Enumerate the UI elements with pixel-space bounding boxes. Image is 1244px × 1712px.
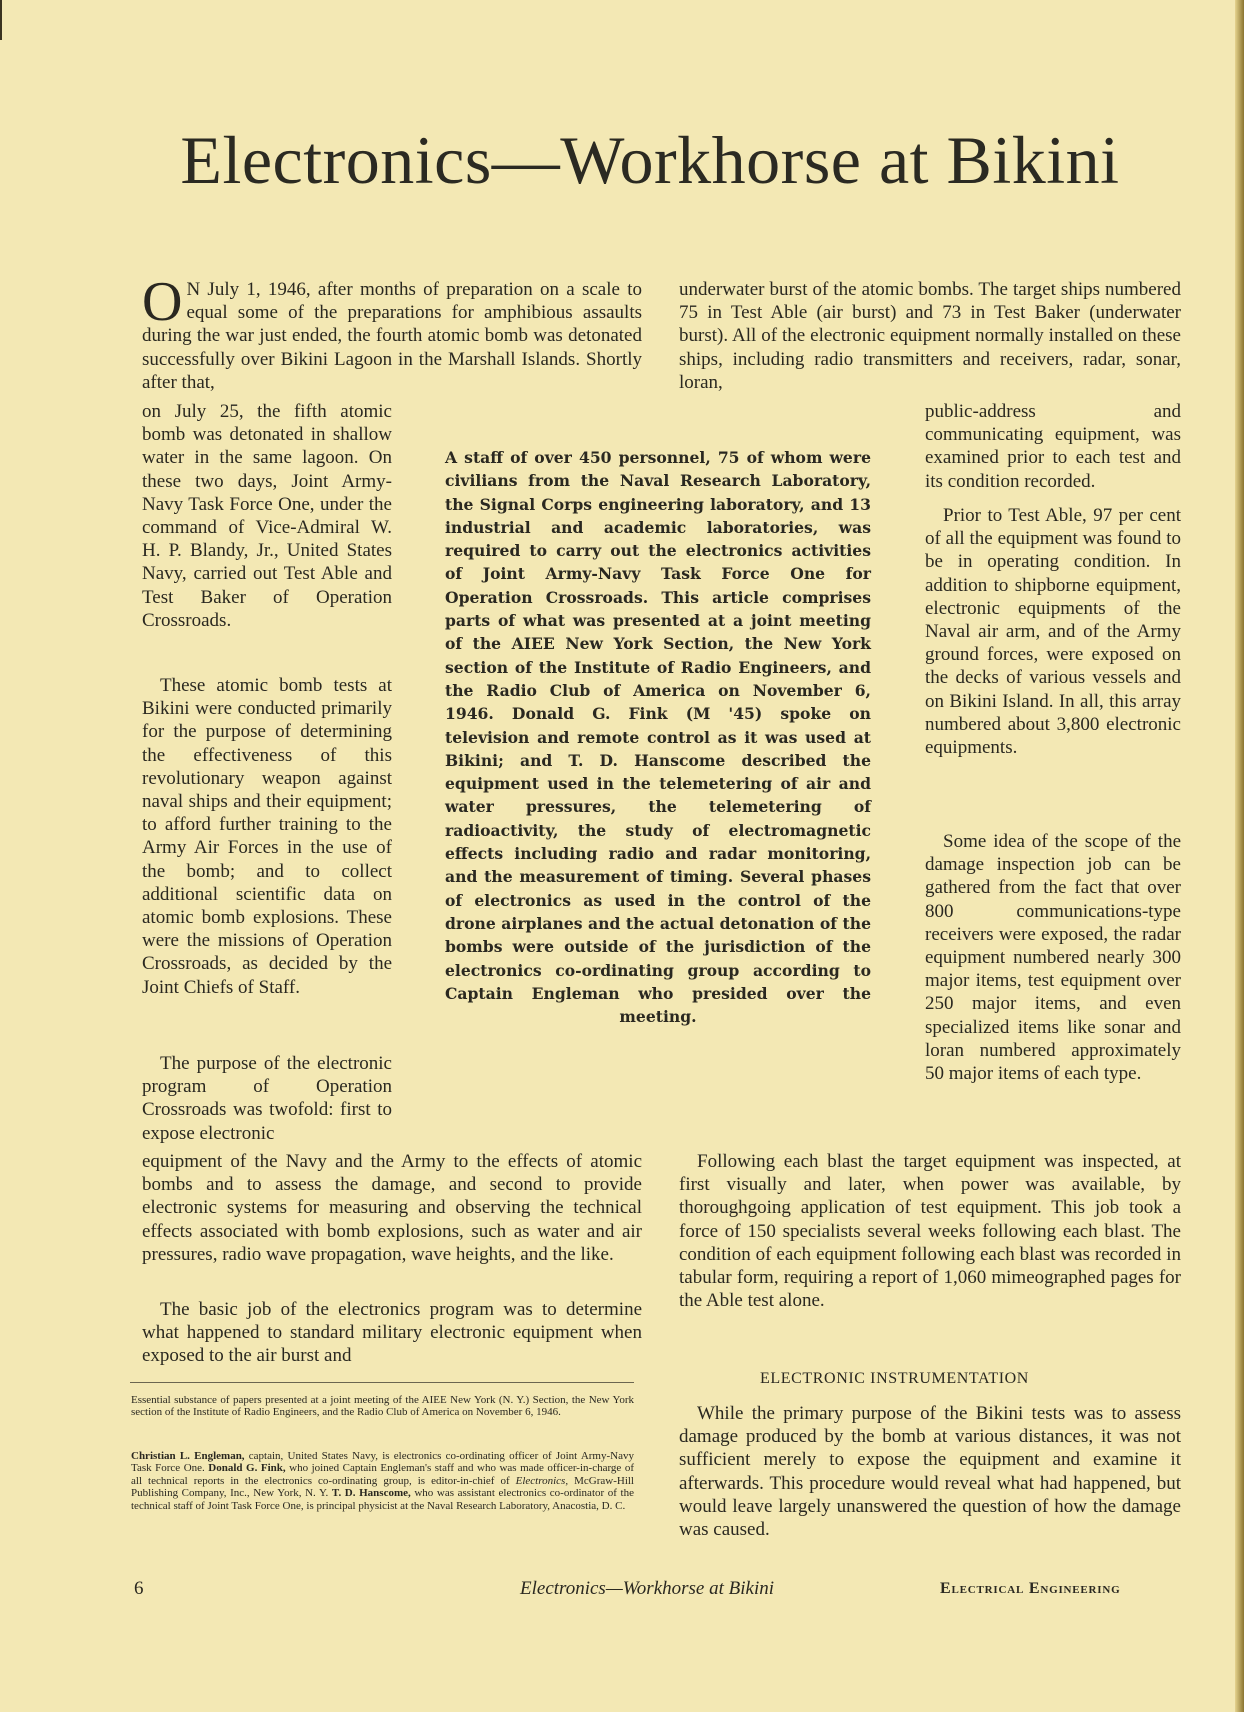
- page-binding-edge: [1235, 0, 1244, 1712]
- right-column-paragraph-1: public-address and communicating equipment, was examined prior to each test and its condition recorded.: [925, 401, 1181, 492]
- publication-name: Electronics,: [515, 1474, 569, 1487]
- left-bottom-paragraph-1: equipment of the Navy and the Army to the effects of atomic bombs and to assess the damage, and second to provide electronic systems for measuring and observing the technical effects associated with bomb explosions, such as water and air pressures, radio wave propagation, wave heights, and the like.: [142, 1151, 642, 1265]
- footnote-rule: [130, 1382, 634, 1383]
- author-bio-3: who was assistant electronics co-ordinator of the technical staff of Joint Task Force One, is principal physicist at the Naval Research Laboratory, Anacostia, D. C.: [131, 1487, 634, 1512]
- footnote-source: Essential substance of papers presented at a joint meeting of the AIEE New York (N. Y.) Section, the New York section of the Institute of Radio Engineers, and the Radio Club of America on November 6, 1946.: [131, 1394, 634, 1419]
- left-column-paragraph-1: on July 25, the fifth atomic bomb was detonated in shallow water in the same lagoon. On these two days, Joint Army-Navy Task Force One, under the command of Vice-Admiral W. H. P. Blandy, Jr., United States Navy, carried out Test Able and Test Baker of Operation Crossroads.: [142, 401, 392, 631]
- drop-cap: O: [142, 271, 183, 333]
- article-title: Electronics—Workhorse at Bikini: [180, 122, 1120, 198]
- author-bio-2a: who joined Captain Engleman's staff and who was made officer-in-charge of all technical reports in the electronics co-ordinating group, is editor-in-chief of: [131, 1462, 634, 1487]
- page-edge-mark: [0, 0, 2, 40]
- running-title: Electronics—Workhorse at Bikini: [520, 1578, 775, 1599]
- section-heading: ELECTRONIC INSTRUMENTATION: [760, 1370, 1029, 1387]
- intro-paragraph: [142, 271, 642, 394]
- author-name-1: Christian L. Engleman,: [131, 1450, 245, 1462]
- author-name-2: Donald G. Fink,: [208, 1462, 286, 1475]
- left-column-paragraph-2: These atomic bomb tests at Bikini were conducted primarily for the purpose of determining the effectiveness of this revolutionary weapon against naval ships and their equipment; to afford further training to the Army Air Forces in the use of the bomb; and to collect additional scientific data on atomic bomb explosions. These were the missions of Operation Crossroads, as decided by the Joint Chiefs of Staff.: [142, 675, 392, 998]
- author-bio-1: captain, United States Navy, is electronics co-ordinating officer of Joint Army-Navy Task Force One.: [131, 1450, 634, 1475]
- right-column-top: underwater burst of the atomic bombs. The target ships numbered 75 in Test Able (air burst) and 73 in Test Baker (underwater burst). All of the electronic equipment normally installed on these ships, including radio transmitters and receivers, radar, sonar, loran,: [679, 279, 1181, 393]
- page-number: 6: [134, 1578, 144, 1599]
- right-bottom-paragraph-1: Following each blast the target equipment was inspected, at first visually and later, when power was available, by thoroughgoing application of test equipment. This job took a force of 150 specialists several weeks following each blast. The condition of each equipment following each blast was recorded in tabular form, requiring a report of 1,060 mimeographed pages for the Able test alone.: [679, 1151, 1181, 1312]
- right-bottom-paragraph-2: While the primary purpose of the Bikini tests was to assess damage produced by the bomb at various distances, it was not sufficient merely to expose the equipment and examine it afterwards. This procedure would reveal what had happened, but would leave largely unanswered the question of how the damage was caused.: [679, 1403, 1181, 1541]
- intro-text: N July 1, 1946, after months of preparation on a scale to equal some of the preparations for amphibious assaults during the war just ended, the fourth atomic bomb was detonated successfully over Bikini Lagoon in the Marshall Islands. Shortly after that,: [142, 279, 642, 393]
- journal-name: Electrical Engineering: [940, 1580, 1121, 1597]
- left-column-paragraph-3: The purpose of the electronic program of Operation Crossroads was twofold: first to expose electronic: [142, 1053, 392, 1144]
- author-name-3: T. D. Hanscome,: [331, 1487, 411, 1500]
- right-column-paragraph-2: Prior to Test Able, 97 per cent of all the equipment was found to be in operating condition. In addition to shipborne equipment, electronic equipments of the Naval air arm, and of the Army ground forces, were exposed on the decks of various vessels and on Bikini Island. In all, this array numbered about 3,800 electronic equipments.: [925, 505, 1181, 759]
- left-bottom-paragraph-2: The basic job of the electronics program was to determine what happened to standard military electronic equipment when exposed to the air burst and: [142, 1299, 642, 1367]
- article-summary-box: A staff of over 450 personnel, 75 of whom were civilians from the Naval Research Laboratory, the Signal Corps engineering laboratory, and 13 industrial and academic laboratories, was required to carry out the electronics activities of Joint Army-Navy Task Force One for Operation Crossroads. This article comprises parts of what was presented at a joint meeting of the AIEE New York Section, the New York section of the Institute of Radio Engineers, and the Radio Club of America on November 6, 1946. Donald G. Fink (M '45) spoke on television and remote control as it was used at Bikini; and T. D. Hanscome described the equipment used in the telemetering of air and water pressures, the telemetering of radioactivity, the study of electromagnetic effects including radio and radar monitoring, and the measurement of timing. Several phases of electronics as used in the control of the drone airplanes and the actual detonation of the bombs were outside of the jurisdiction of the electronics co-ordinating group according to Captain Engleman who presided over the meeting.: [445, 448, 871, 1027]
- author-bio-2b: McGraw-Hill Publishing Company, Inc., New York, N. Y.: [131, 1474, 634, 1500]
- footnote-authors: [131, 1450, 634, 1512]
- right-column-paragraph-3: Some idea of the scope of the damage inspection job can be gathered from the fact that over 800 communications-type receivers were exposed, the radar equipment numbered nearly 300 major items, test equipment over 250 major items, and even specialized items like sonar and loran numbered approximately 50 major items of each type.: [925, 831, 1181, 1085]
